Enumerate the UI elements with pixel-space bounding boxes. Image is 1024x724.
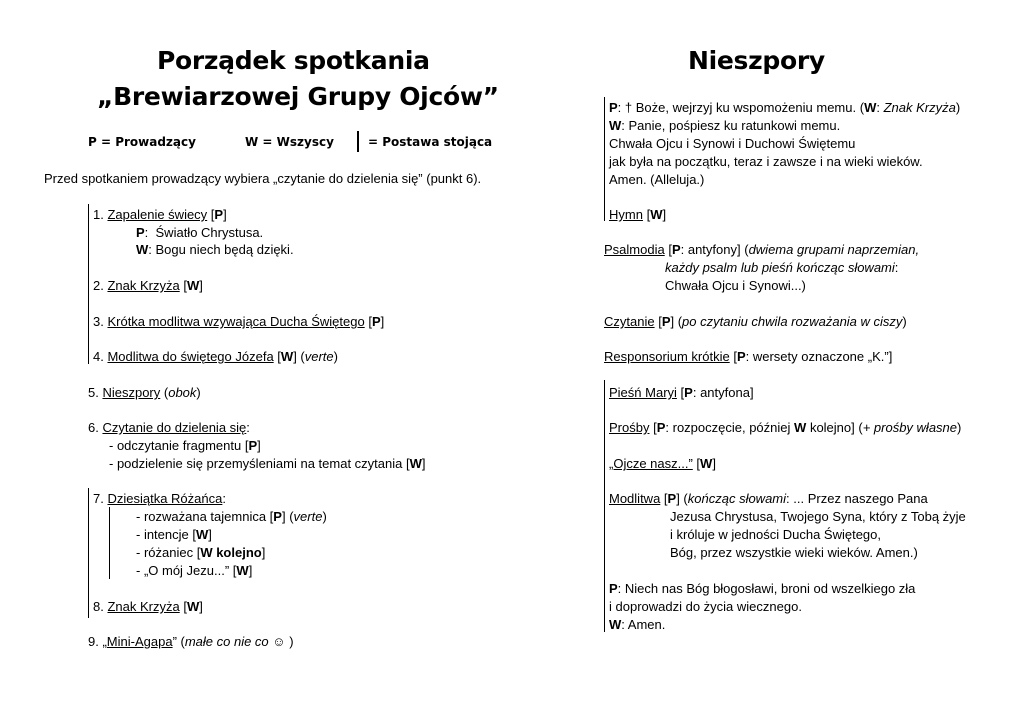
page-subtitle: „Brewiarzowej Grupy Ojców” <box>97 82 499 111</box>
opening-line-4: jak była na początku, teraz i zawsze i na wieki wieków. <box>609 154 923 169</box>
standing-bar <box>88 488 89 618</box>
item-2: 2. Znak Krzyża [W] <box>93 278 203 293</box>
item-6: 6. Czytanie do dzielenia się: <box>88 420 250 435</box>
blessing-all: W: Amen. <box>609 617 666 632</box>
legend-standing: = Postawa stojąca <box>368 135 493 149</box>
item-3: 3. Krótka modlitwa wzywająca Ducha Świętego [P] <box>93 314 385 329</box>
item-7-sub-1: - rozważana tajemnica [P] (verte) <box>136 509 327 524</box>
standing-bar-icon <box>357 131 359 152</box>
item-8: 8. Znak Krzyża [W] <box>93 599 203 614</box>
item-7: 7. Dziesiątka Różańca: <box>93 491 226 506</box>
item-7-sub-4: - „O mój Jezu...” [W] <box>136 563 253 578</box>
opening-leader: P: † Boże, wejrzyj ku wspomożeniu memu. (W: Znak Krzyża) <box>609 100 961 115</box>
item-5: 5. Nieszpory (obok) <box>88 385 201 400</box>
psalmody: Psalmodia [P: antyfony] (dwiema grupami naprzemian, <box>604 242 920 257</box>
standing-bar <box>604 97 605 221</box>
magnificat: Pieśń Maryi [P: antyfona] <box>609 385 754 400</box>
page-title: Porządek spotkania <box>157 46 430 75</box>
legend-leader: P = Prowadzący <box>88 135 196 149</box>
prayer-line-4: Bóg, przez wszystkie wieki wieków. Amen.) <box>670 545 918 560</box>
opening-all: W: Panie, pośpiesz ku ratunkowi memu. <box>609 118 841 133</box>
blessing-line-2: i doprowadzi do życia wiecznego. <box>609 599 802 614</box>
legend-all: W = Wszyscy <box>245 135 334 149</box>
blessing-leader: P: Niech nas Bóg błogosławi, broni od wszelkiego zła <box>609 581 916 596</box>
intercessions: Prośby [P: rozpoczęcie, później W kolejno] (+ prośby własne) <box>609 420 962 435</box>
prayer: Modlitwa [P] (kończąc słowami: ... Przez naszego Pana <box>609 491 928 506</box>
standing-bar <box>88 204 89 364</box>
prayer-line-2: Jezusa Chrystusa, Twojego Syna, który z Tobą żyje <box>670 509 966 524</box>
item-6-sub-1: - odczytanie fragmentu [P] <box>109 438 261 453</box>
item-1: 1. Zapalenie świecy [P] <box>93 207 227 222</box>
psalmody-line-2: każdy psalm lub pieśń kończąc słowami: <box>665 260 899 275</box>
prayer-line-3: i króluje w jedności Ducha Świętego, <box>670 527 881 542</box>
smiley-icon: ☺ <box>272 634 286 649</box>
hymn: Hymn [W] <box>609 207 667 222</box>
item-7-sub-3: - różaniec [W kolejno] <box>136 545 266 560</box>
item-1-all-line: W: Bogu niech będą dzięki. <box>136 242 294 257</box>
standing-bar <box>604 380 605 632</box>
item-7-sub-2: - intencje [W] <box>136 527 212 542</box>
item-4: 4. Modlitwa do świętego Józefa [W] (verte) <box>93 349 338 364</box>
reading: Czytanie [P] (po czytaniu chwila rozważania w ciszy) <box>604 314 907 329</box>
opening-line-5: Amen. (Alleluja.) <box>609 172 705 187</box>
item-1-leader-line: P: Światło Chrystusa. <box>136 225 264 240</box>
intro-text: Przed spotkaniem prowadzący wybiera „czytanie do dzielenia się” (punkt 6). <box>44 171 482 186</box>
standing-bar <box>109 507 110 579</box>
opening-line-3: Chwała Ojcu i Synowi i Duchowi Świętemu <box>609 136 856 151</box>
item-9: 9. „Mini-Agapa” (małe co nie co ☺ ) <box>88 634 294 649</box>
responsory: Responsorium krótkie [P: wersety oznaczone „K.”] <box>604 349 893 364</box>
item-6-sub-2: - podzielenie się przemyśleniami na temat czytania [W] <box>109 456 426 471</box>
vespers-title: Nieszpory <box>688 46 825 75</box>
our-father: „Ojcze nasz...” [W] <box>609 456 716 471</box>
psalmody-line-3: Chwała Ojcu i Synowi...) <box>665 278 806 293</box>
